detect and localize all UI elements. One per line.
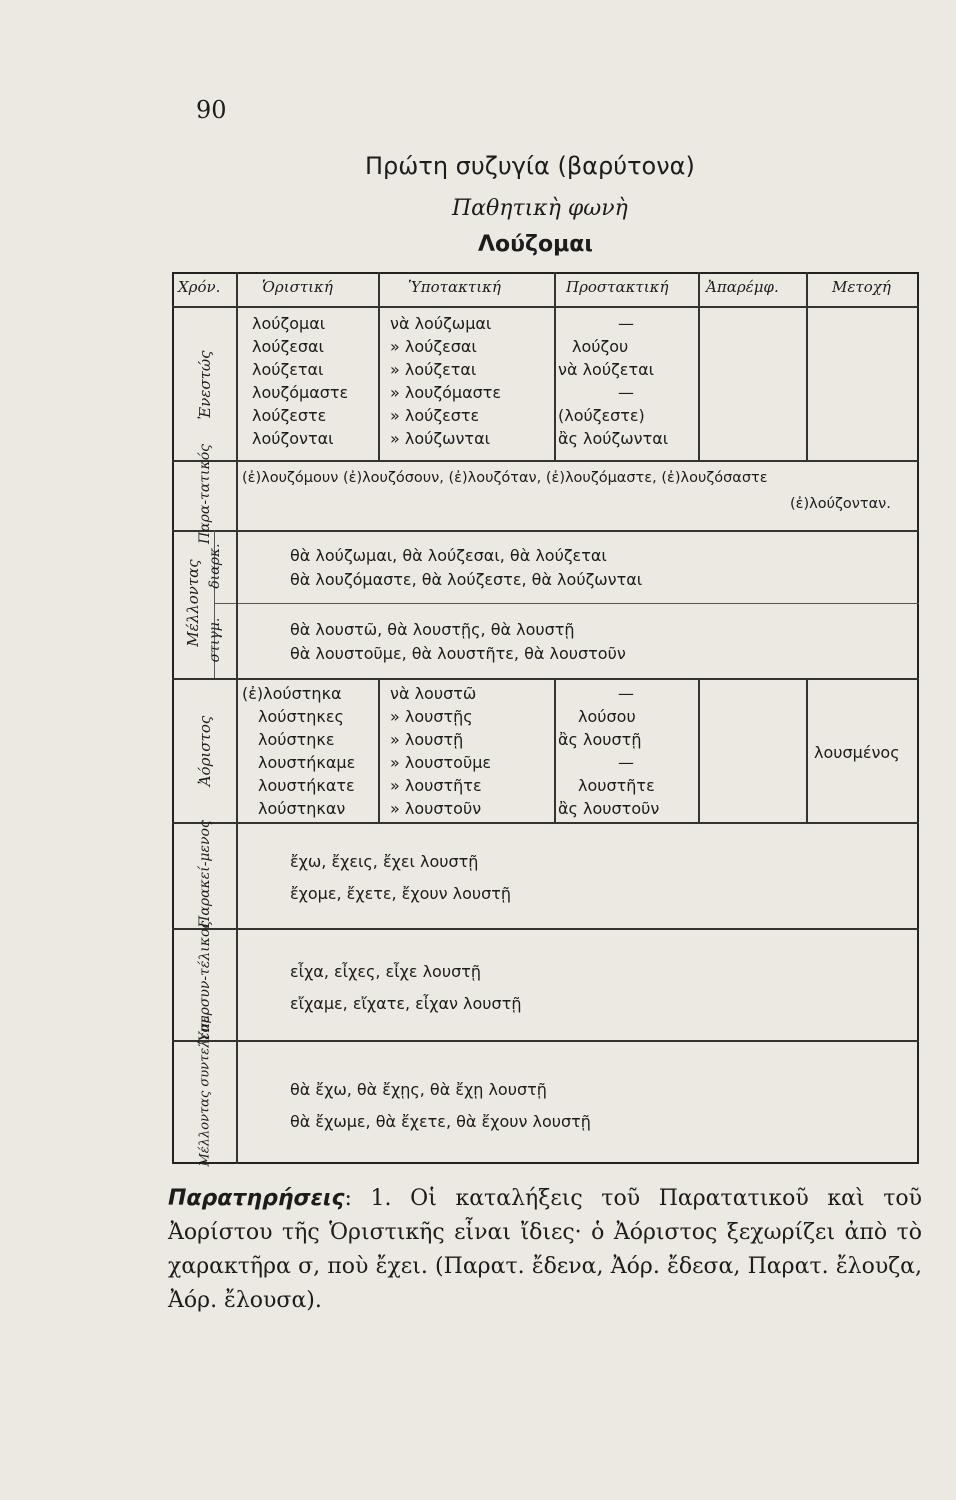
subtitle: Παθητικὴ φωνὴ (452, 196, 628, 221)
aorist-indicative: (ἐ)λούστηκα (242, 684, 342, 703)
tense-label-perfect: Παρακεί-μενος (197, 820, 213, 928)
imperfect-forms: (ἐ)λουζόμουν (ἐ)λουζόσουν, (ἐ)λουζόταν, (ἐ)λουζόμαστε, (ἐ)λουζόσαστε (242, 470, 768, 486)
column-divider (378, 272, 380, 460)
present-subjunctive: » λουζόμαστε (390, 383, 502, 402)
perfect-forms: ἔχομε, ἔχετε, ἔχουν λουστῇ (290, 884, 512, 903)
header-indicative: Ὁριστική (262, 278, 333, 296)
aorist-subjunctive: » λουστῆτε (390, 776, 482, 795)
aorist-subjunctive: » λουστοῦμε (390, 753, 492, 772)
row-divider (172, 1040, 919, 1042)
future-simple-forms: θὰ λουστῶ, θὰ λουστῇς, θὰ λουστῇ (290, 620, 575, 639)
header-infinitive: Ἀπαρέμφ. (706, 278, 779, 296)
aorist-subjunctive: » λουστῇ (390, 730, 464, 749)
present-subjunctive: » λούζεστε (390, 406, 480, 425)
aorist-indicative: λούστηκαν (258, 799, 346, 818)
tense-label-future: Μέλλοντας (184, 559, 202, 647)
aorist-imperative: ἂς λουστοῦν (558, 799, 660, 818)
present-subjunctive: νὰ λούζωμαι (390, 314, 492, 333)
present-imperative: λούζου (572, 337, 629, 356)
observations-paragraph (168, 1182, 922, 1318)
tense-label-future-continuous: διαρκ. (207, 543, 223, 589)
tense-label-future-simple: στιγμ. (207, 617, 223, 663)
aorist-indicative: λούστηκε (258, 730, 335, 749)
future-perfect-forms: θὰ ἔχω, θὰ ἔχῃς, θὰ ἔχῃ λουστῇ (290, 1080, 547, 1099)
present-imperative: νὰ λούζεται (558, 360, 655, 379)
row-divider (172, 460, 919, 462)
present-indicative: λούζομαι (252, 314, 326, 333)
aorist-participle: λουσμένος (814, 743, 900, 762)
row-divider (214, 603, 919, 604)
aorist-imperative: ἂς λουστῇ (558, 730, 642, 749)
present-indicative: λούζεται (252, 360, 324, 379)
tense-label-imperfect: Παρα-τατικός (197, 444, 213, 544)
future-simple-forms: θὰ λουστοῦμε, θὰ λουστῆτε, θὰ λουστοῦν (290, 644, 626, 663)
column-divider (236, 272, 238, 1164)
row-divider (172, 822, 919, 824)
present-indicative: λούζεστε (252, 406, 327, 425)
present-imperative: (λούζεστε) (558, 406, 645, 425)
column-divider (806, 678, 808, 822)
future-perfect-forms: θὰ ἔχωμε, θὰ ἔχετε, θὰ ἔχουν λουστῇ (290, 1112, 591, 1131)
present-imperative: ἂς λούζωνται (558, 429, 669, 448)
aorist-imperative: — (618, 684, 634, 703)
aorist-subjunctive: » λουστοῦν (390, 799, 482, 818)
present-subjunctive: » λούζωνται (390, 429, 491, 448)
aorist-indicative: λούστηκες (258, 707, 344, 726)
aorist-indicative: λουστήκατε (258, 776, 355, 795)
column-divider (554, 272, 556, 460)
page-number: 90 (196, 96, 227, 124)
present-imperative: — (618, 383, 634, 402)
present-indicative: λούζεσαι (252, 337, 324, 356)
observations-label: Παρατηρήσεις (168, 1186, 345, 1211)
row-divider (172, 530, 919, 532)
pluperfect-forms: εἴχαμε, εἴχατε, εἶχαν λουστῇ (290, 994, 522, 1013)
tense-label-aorist: Ἀόριστος (196, 715, 214, 787)
page-title: Πρώτη συζυγία (βαρύτονα) (365, 152, 695, 180)
tense-label-pluperfect: Ὑπερσυν-τέλικος (197, 920, 213, 1044)
present-indicative: λούζονται (252, 429, 334, 448)
present-subjunctive: » λούζεσαι (390, 337, 477, 356)
column-divider (554, 678, 556, 822)
header-subjunctive: Ὑποτακτική (408, 278, 501, 296)
future-continuous-forms: θὰ λούζωμαι, θὰ λούζεσαι, θὰ λούζεται (290, 546, 607, 565)
aorist-imperative: λούσου (578, 707, 636, 726)
aorist-imperative: — (618, 753, 634, 772)
present-imperative: — (618, 314, 634, 333)
verb-heading: Λούζομαι (478, 232, 593, 257)
imperfect-forms: (ἐ)λούζονταν. (790, 496, 891, 512)
future-continuous-forms: θὰ λουζόμαστε, θὰ λούζεστε, θὰ λούζωνται (290, 570, 643, 589)
header-imperative: Προστακτική (566, 278, 669, 296)
observations-text: : 1. Οἱ καταλήξεις τοῦ Παρατατικοῦ καὶ τοῦ Ἀορίστου τῆς Ὁριστικῆς εἶναι ἴδιες· ὁ Ἀόριστος ξεχωρίζει ἀπὸ τὸ χαρακτῆρα σ, ποὺ ἔχει. (Παρατ. ἔδενα, Ἀόρ. ἔδεσα, Παρατ. ἔλουζα, Ἀόρ. ἔλουσα). (168, 1186, 922, 1313)
header-tense: Χρόν. (178, 278, 221, 296)
row-divider (172, 928, 919, 930)
aorist-subjunctive: » λουστῇς (390, 707, 473, 726)
aorist-subjunctive: νὰ λουστῶ (390, 684, 477, 703)
aorist-indicative: λουστήκαμε (258, 753, 356, 772)
pluperfect-forms: εἶχα, εἶχες, εἶχε λουστῇ (290, 962, 482, 981)
header-participle: Μετοχή (832, 278, 891, 296)
aorist-imperative: λουστῆτε (578, 776, 655, 795)
column-divider (698, 678, 700, 822)
column-divider (698, 272, 700, 460)
tense-label-present: Ἐνεστώς (196, 350, 214, 420)
column-divider (378, 678, 380, 822)
perfect-forms: ἔχω, ἔχεις, ἔχει λουστῇ (290, 852, 479, 871)
present-subjunctive: » λούζεται (390, 360, 477, 379)
tense-label-future-perfect: Μέλλοντας συντελεσμ. (197, 1011, 213, 1167)
column-divider (806, 272, 808, 460)
present-indicative: λουζόμαστε (252, 383, 349, 402)
